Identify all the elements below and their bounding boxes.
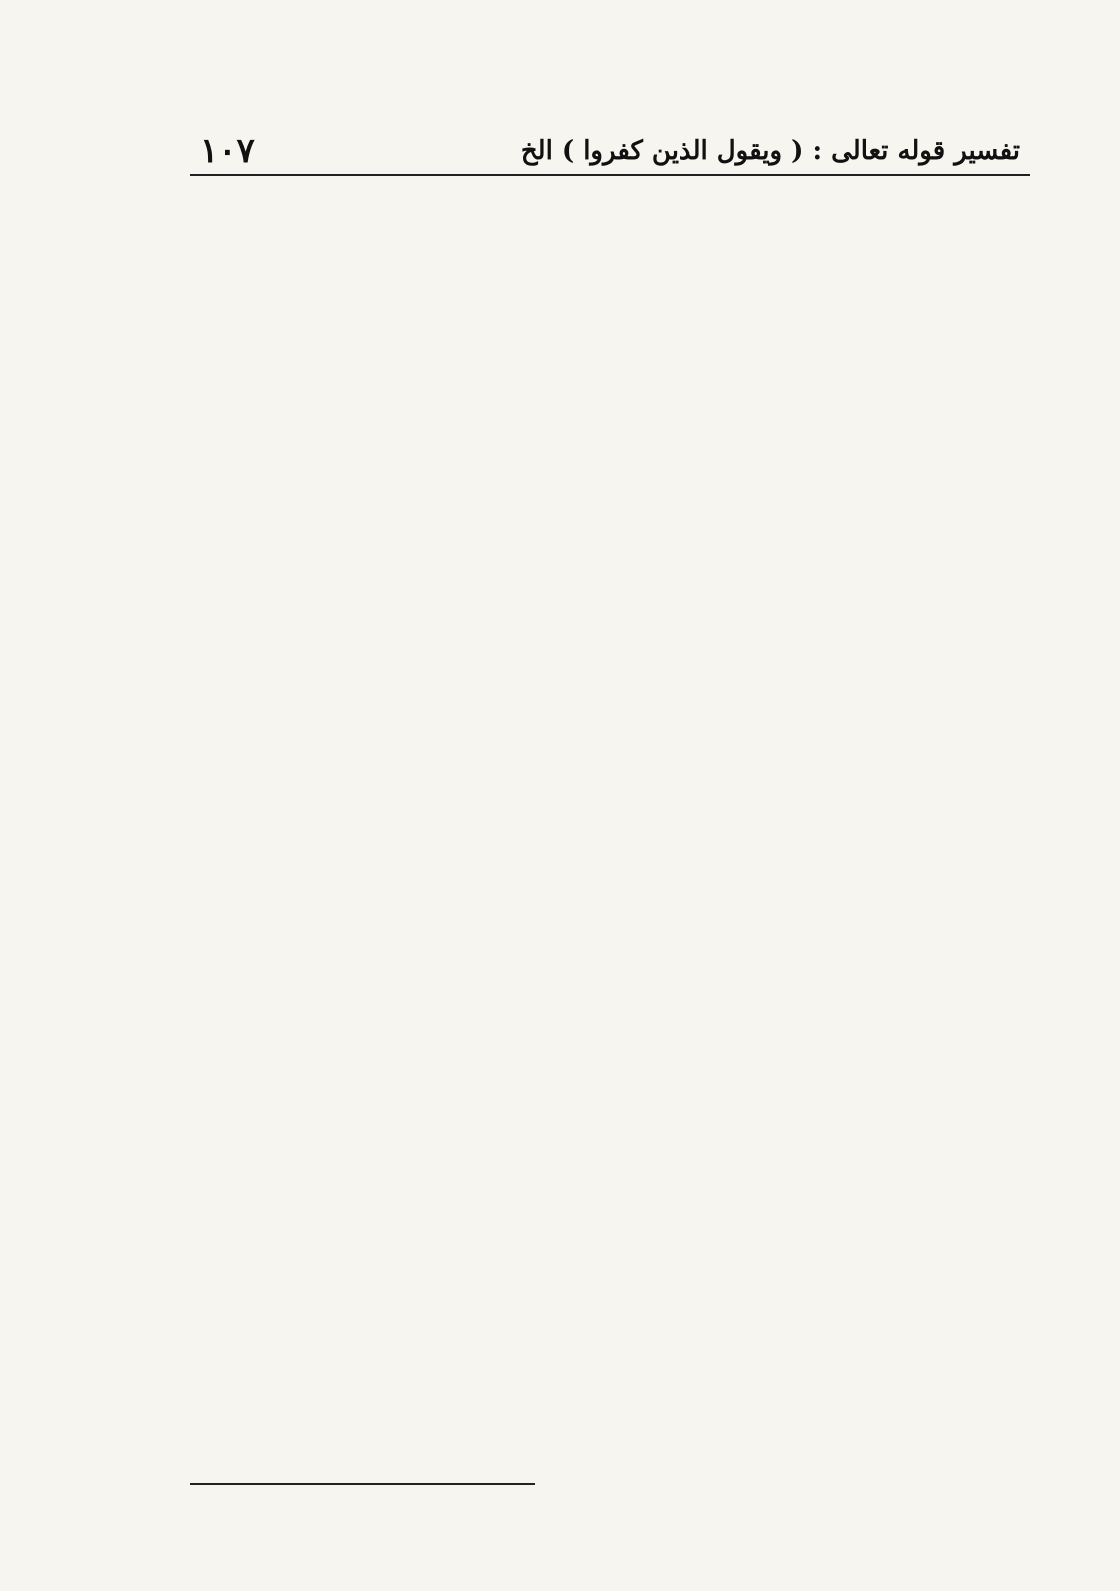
body-line bbox=[190, 685, 1030, 719]
body-line bbox=[190, 316, 1030, 350]
body-line bbox=[190, 584, 1030, 618]
body-line bbox=[190, 1355, 1030, 1389]
body-line bbox=[190, 819, 1030, 853]
page-header bbox=[190, 128, 1030, 176]
body-line bbox=[190, 1254, 1030, 1288]
body-line bbox=[190, 249, 1030, 283]
body-line bbox=[190, 1288, 1030, 1322]
body-line bbox=[190, 1422, 1030, 1456]
body-line bbox=[190, 182, 1030, 216]
body-line bbox=[190, 283, 1030, 317]
body-line bbox=[190, 886, 1030, 920]
body-line bbox=[190, 1221, 1030, 1255]
body-line bbox=[190, 1321, 1030, 1355]
body-line bbox=[190, 852, 1030, 886]
page-number: ١٠٧ bbox=[200, 131, 255, 171]
body-line bbox=[190, 350, 1030, 384]
body-line bbox=[190, 752, 1030, 786]
body-line bbox=[190, 551, 1030, 585]
body-line bbox=[190, 383, 1030, 417]
body-line bbox=[190, 651, 1030, 685]
body-line bbox=[190, 1053, 1030, 1087]
body-text bbox=[190, 182, 1030, 1455]
body-line bbox=[190, 618, 1030, 652]
body-line bbox=[190, 417, 1030, 451]
running-head: تفسير قوله تعالى : ( ويقول الذين كفروا ) الخ bbox=[520, 136, 1020, 166]
body-line bbox=[190, 517, 1030, 551]
body-line bbox=[190, 1388, 1030, 1422]
body-line bbox=[190, 1087, 1030, 1121]
footer-rule bbox=[190, 1483, 535, 1485]
body-line bbox=[190, 919, 1030, 953]
body-line bbox=[190, 216, 1030, 250]
body-line bbox=[190, 953, 1030, 987]
body-line bbox=[190, 450, 1030, 484]
body-line bbox=[190, 785, 1030, 819]
body-line bbox=[190, 1154, 1030, 1188]
body-line bbox=[190, 1120, 1030, 1154]
body-line bbox=[190, 484, 1030, 518]
body-line bbox=[190, 1020, 1030, 1054]
body-line bbox=[190, 986, 1030, 1020]
body-line bbox=[190, 1187, 1030, 1221]
body-line bbox=[190, 718, 1030, 752]
